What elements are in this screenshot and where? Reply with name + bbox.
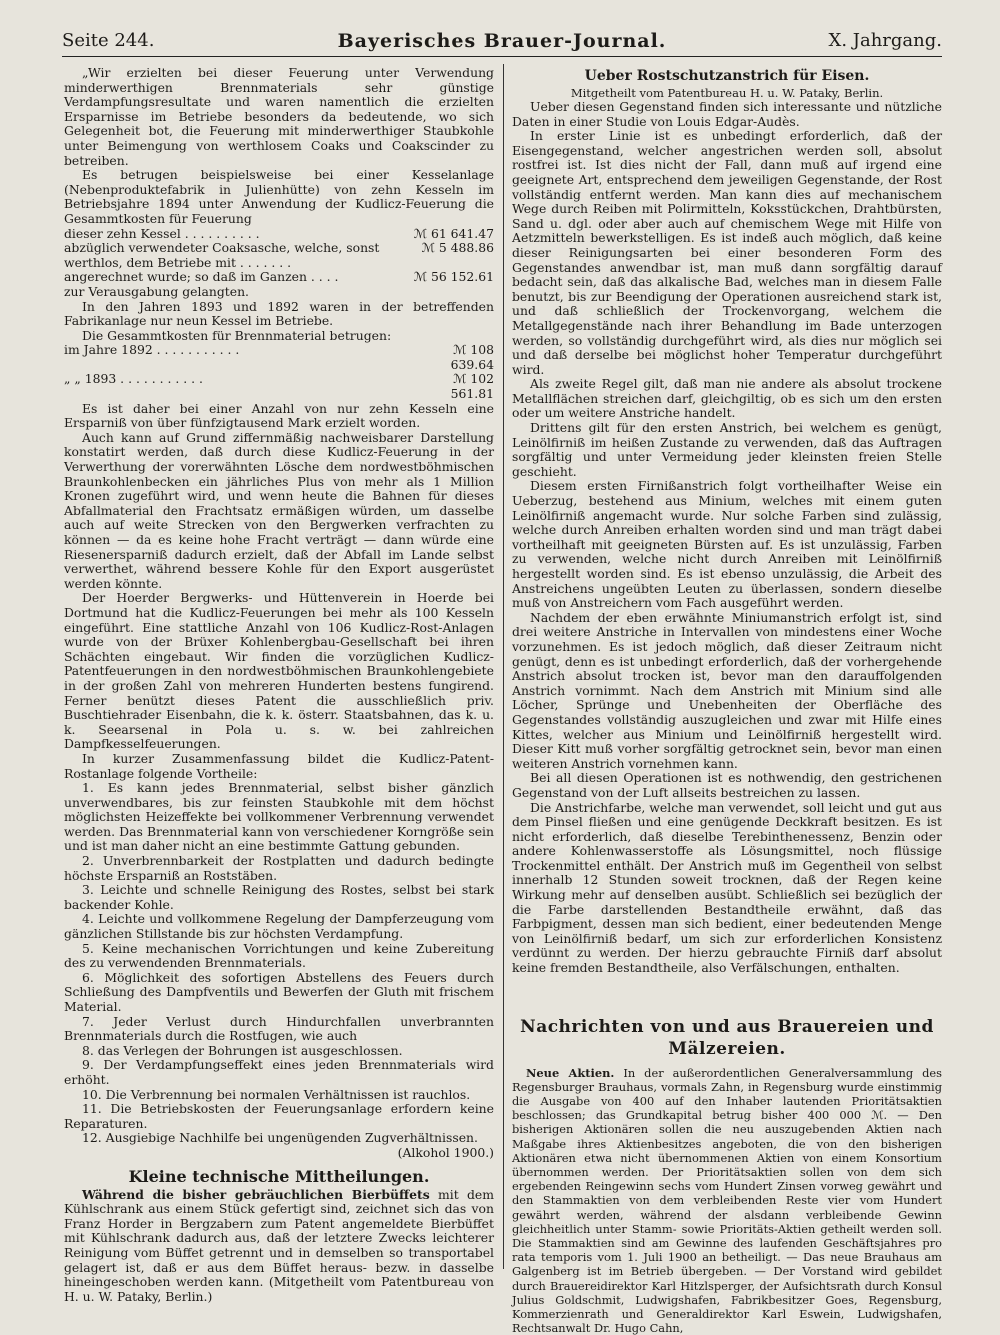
cost-row-value: ℳ 56 152.61: [413, 269, 494, 285]
article-paragraph: Die Anstrichfarbe, welche man verwendet, soll leicht und gut aus dem Pinsel fließen und eine genügende Deckkraft besitzen. Es ist nicht erforderlich, daß dieselbe Terebinthenessenz, Benzin oder andere Kohlenwasserstoffe als Lösungsmittel, noch flüssige Trockenmittel enthält. Der Anstrich muß im Gegentheil von selbst innerhalb 12 Stunden soweit trocknen, daß der Regen keine Wirkung mehr auf denselben ausübt. Schließlich sei bezüglich der die Farbe darstellenden Bestandtheile erwähnt, daß das Farbpigment, dessen man sich bedient, einer bedeutenden Menge von Leinölfirniß bedarf, um sich zur erforderlichen Konsistenz verdünnt zu werden. Der hierzu gebrauchte Firniß darf absolut keine fremden Bestandtheile, also Verfälschungen, enthalten.: [512, 799, 942, 976]
cost-row-label: im Jahre 1892 . . . . . . . . . . .: [64, 342, 240, 358]
article-paragraph: Als zweite Regel gilt, daß man nie andere als absolut trockene Metallflächen streichen darf, gleichgiltig, ob es sich um den ersten oder um weitere Anstriche handelt.: [512, 376, 942, 421]
cost-row: [64, 241, 494, 270]
total-costs-heading: Die Gesammtkosten für Brennmaterial betrugen:: [82, 327, 392, 343]
bierbueffet-text: mit dem Kühlschrank aus einem Stück gefertigt sind, zeichnet sich das von Franz Horder in Bergzabern zum Patent angemeldete Bierbüffet mit Kühlschrank dadurch aus, daß der letztere Zwecks leichterer Reinigung vom Büffet getrennt und in demselben so transportabel gelagert ist, daß er aus dem Büffet heraus- bezw. in dasselbe hineingeschoben werden kann. (Mitgetheilt vom Patentbureau von H. u. W. Pataky, Berlin.): [64, 1186, 494, 1304]
advantage-item: 7. Jeder Verlust durch Hindurchfallen unverbrannten Brennmaterials durch die Rostfugen, wie auch: [64, 1013, 494, 1044]
section-title: Kleine technische Mittheilungen.: [128, 1166, 430, 1186]
news-text: In der außerordentlichen Generalversammlung des Regensburger Brauhaus, vormals Zahn, in Regensburg wurde einstimmig die Ausgabe von 400 auf den Inhaber lautenden Prioritätsaktien beschlossen; das Grundkapital betrug bisher 400 000 ℳ. — Den bisherigen Aktionären sollen die neu auszugebenden Aktien nach Maßgabe ihres Aktienbesitzes angeboten, die von den bisherigen Aktionären etwa nicht übernommenen Aktien von einem Konsortium übernommen werden. Der Prioritätsaktien sollen von dem sich ergebenden Reingewinn sechs vom Hundert Zinsen vorweg gewährt und den Stammaktien von dem verbleibenden Reste vier vom Hundert gewährt werden, während der alsdann verbleibende Gewinn gleichheitlich unter Stamm- sowie Prioritäts-Aktien getheilt werden soll. Die Stammaktien sind am Gewinne des laufenden Geschäftsjahres pro rata temporis vom 1. Juli 1900 an betheiligt. — Das neue Brauhaus am Galgenberg ist im Betrieb übergeben. — Der Vorstand wird gebildet durch Brauereidirektor Karl Hitzlsperger, der Aufsichtsrath durch Konsul Julius Goldschmit, Ludwigshafen, Fabrikbesitzer Goes, Regensburg, Kommerzienrath und Generaldirektor Karl Eswein, Ludwigshafen, Rechtsanwalt Dr. Hugo Cahn,: [512, 1065, 942, 1335]
advantage-item: 3. Leichte und schnelle Reinigung des Rostes, selbst bei stark backender Kohle.: [64, 882, 494, 912]
summary-paragraph: In kurzer Zusammenfassung bildet die Kudlicz-Patent-Rostanlage folgende Vortheile:: [64, 750, 494, 781]
advantage-item: 1. Es kann jedes Brennmaterial, selbst bisher gänzlich unverwendbares, bis zur feinsten Staubkohle mit dem höchst möglichsten Heizeffekte bei vollkommener Verbrennung verwendet werden. Das Brennmaterial kann von verschiedener Korngröße sein und ist man daher nicht an eine bestimmte Gattung gebunden.: [64, 780, 494, 854]
cost-row-value: ℳ 102 561.81: [450, 371, 494, 402]
cost-row-value: ℳ 108 639.64: [450, 342, 494, 372]
page-number: Seite 244.: [62, 30, 155, 51]
advantage-item: 5. Keine mechanischen Vorrichtungen und keine Zubereitung des zu verwendenden Brennmaterials.: [64, 940, 494, 971]
hoerder-paragraph: Der Hoerder Bergwerks- und Hüttenverein in Hoerde bei Dortmund hat die Kudlicz-Feuerungen bei mehr als 100 Kesseln eingeführt. Eine stattliche Anzahl von 106 Kudlicz-Rost-Anlagen wurde von der Brüxer Kohlenbergbau-Gesellschaft bei ihren Schächten eingebaut. Wir finden die vorzüglichen Kudlicz-Patentfeuerungen in den nordwestböhmischen Braunkohlengebiete in der großen Zahl von mehreren Hunderten bestens fungirend. Ferner benützt dieses Patent die ausschließlich priv. Buschtiehrader Eisenbahn, die k. k. österr. Staatsbahnen, das k. u. k. Seearsenal in Pola u. s. w. bei zahlreichen Dampfkesselfeuerungen.: [64, 590, 494, 752]
article-paragraph: Bei all diesen Operationen ist es nothwendig, den gestrichenen Gegenstand von der Luft allseits bestreichen zu lassen.: [512, 770, 942, 800]
article-paragraph: Diesem ersten Firnißanstrich folgt vortheilhafter Weise ein Ueberzug, bestehend aus Minium, welches mit einem guten Leinölfirniß angemacht wurde. Nur solche Farben sind zulässig, welche durch Anreiben erhalten worden sind und man trägt dabei vortheilhaft mit geeigneten Bürsten auf. Es ist unzulässig, Farben zu verwenden, welche nicht durch Anreiben mit Leinölfirniß hergestellt worden sind. Es ist ebenso unzulässig, die Arbeit des Anstreichens ungeübten Leuten zu überlassen, sondern dieselbe muß von Anstreichern vom Fach ausgeführt werden.: [512, 478, 942, 611]
cost-row: [64, 343, 494, 372]
source-citation: (Alkohol 1900.): [397, 1144, 494, 1160]
article-title: Ueber Rostschutzanstrich für Eisen.: [584, 68, 870, 84]
advantage-item: 9. Der Verdampfungseffekt eines jeden Brennmaterials wird erhöht.: [64, 1057, 494, 1087]
news-section-title: Nachrichten von und aus Brauereien und Mälzereien.: [520, 1016, 934, 1059]
cost-row-label: angerechnet wurde; so daß im Ganzen . . . .: [64, 269, 339, 285]
advantage-item: 12. Ausgiebige Nachhilfe bei ungenügenden Zugverhältnissen.: [82, 1130, 478, 1146]
cost-row: [64, 227, 494, 242]
advantage-item: 4. Leichte und vollkommene Regelung der Dampferzeugung vom gänzlichen Stillstande bis zur höchsten Verdampfung.: [64, 911, 494, 942]
cost-row: [64, 372, 494, 401]
cost-row-label: abzüglich verwendeter Coaksasche, welche, sonst werthlos, dem Betriebe mit . . . . . . .: [64, 240, 380, 270]
news-paragraph: [512, 1066, 942, 1335]
article-byline: Mitgetheilt vom Patentbureau H. u. W. Pataky, Berlin.: [570, 86, 884, 100]
volume-label: X. Jahrgang.: [828, 30, 942, 51]
bierbueffet-paragraph: [64, 1188, 494, 1305]
cost-row-label: dieser zehn Kessel . . . . . . . . . .: [64, 225, 260, 241]
cost-tail: zur Verausgabung gelangten.: [64, 283, 249, 299]
left-column: [64, 65, 494, 1304]
article-paragraph: Ueber diesen Gegenstand finden sich interessante und nützliche Daten in einer Studie von Louis Edgar-Audès.: [512, 99, 942, 129]
years-paragraph: In den Jahren 1893 und 1892 waren in der betreffenden Fabrikanlage nur neun Kessel im Betriebe.: [64, 298, 494, 329]
bierbueffet-lead: Während die bisher gebräuchlichen Bierbüffets: [82, 1186, 430, 1202]
konstatirt-paragraph: Auch kann auf Grund ziffernmäßig nachweisbarer Darstellung konstatirt werden, daß durch diese Kudlicz-Feuerung in der Verwerthung der vorerwähnten Lösche dem nordwestböhmischen Braunkohlenbecken ein jährliches Plus von mehr als 1 Million Kronen zugeführt wird, und wenn heute die Bahnen für dieses Abfallmaterial den Frachtsatz ermäßigen würden, um dasselbe auch auf weite Strecken von den Bergwerken verfrachten zu können — da es keine hohe Fracht verträgt — dann würde eine Riesenersparniß dadurch erzielt, daß der Abfall im Lande selbst verwerthet, während bessere Kohle für den Export ausgerüstet werden könnte.: [64, 429, 494, 591]
quote-paragraph: „Wir erzielten bei dieser Feuerung unter Verwendung minderwerthigen Brennmaterials sehr günstige Verdampfungsresultate und waren namentlich die erzielten Ersparnisse im Betriebe besonders da bedeutende, wo sich Gelegenheit bot, die Feuerung mit minderwerthiger Staubkohle unter Beimengung von werthlosem Coaks und Coakscinder zu betreiben.: [64, 65, 494, 168]
right-column: [512, 66, 942, 1335]
journal-title: Bayerisches Brauer-Journal.: [337, 30, 667, 52]
advantage-item: 11. Die Betriebskosten der Feuerungsanlage erfordern keine Reparaturen.: [64, 1101, 494, 1131]
advantage-item: 6. Möglichkeit des sofortigen Abstellens des Feuers durch Schließung des Dampfventils und Bewerfen der Gluth mit frischem Material.: [64, 969, 494, 1014]
article-paragraph: In erster Linie ist es unbedingt erforderlich, daß der Eisengegenstand, welcher angestrichen werden soll, absolut rostfrei ist. Ist dies nicht der Fall, dann muß auf irgend eine geeignete Art, entsprechend dem jeweiligen Gegenstande, der Rost vollständig entfernt werden. Man kann dies auf mechanischem Wege durch Reiben mit Polirmitteln, Koksstückchen, Drahtbürsten, Sand u. dgl. oder aber auch auf chemischem Wege mit Hilfe von Aetzmitteln bewerkstelligen. Es ist indeß auch möglich, daß keine dieser Reinigungsarten bei einer besonderen Form des Gegenstandes anwendbar ist, man muß dann sorgfältig darauf bedacht sein, daß das alkalische Bad, welches man in diesem Falle benutzt, bis zur Beendigung der Operationen ausreichend stark ist, und daß schließlich der Trockenvorgang, welchem die Metallgegenstände nach ihrer Behandlung im Bade unterzogen werden, so vollständig durchgeführt wird, als dies nur möglich sei und daß derselbe bei möglichst hoher Temperatur durchgeführt wird.: [512, 128, 942, 377]
savings-paragraph: Es ist daher bei einer Anzahl von nur zehn Kesseln eine Ersparniß von über fünfzigtausend Mark erzielt worden.: [64, 400, 494, 431]
cost-row: [64, 270, 494, 285]
advantage-item: 8. das Verlegen der Bohrungen ist ausgeschlossen.: [82, 1042, 403, 1058]
cost-row-value: ℳ 61 641.47: [413, 225, 494, 241]
advantage-item: 10. Die Verbrennung bei normalen Verhältnissen ist rauchlos.: [82, 1086, 471, 1102]
cost-row-label: „ „ 1893 . . . . . . . . . . .: [64, 371, 203, 387]
news-lead: Neue Aktien.: [526, 1065, 615, 1080]
advantage-item: 2. Unverbrennbarkeit der Rostplatten und dadurch bedingte höchste Ersparniß an Roststäben.: [64, 853, 494, 883]
column-divider: [503, 64, 504, 1269]
cost-row-value: ℳ 5 488.86: [421, 240, 494, 256]
kessel-paragraph: Es betrugen beispielsweise bei einer Kesselanlage (Nebenproduktefabrik in Julienhütte) von zehn Kesseln im Betriebsjahre 1894 unter Anwendung der Kudlicz-Feuerung die Gesammtkosten für Feuerung: [64, 167, 494, 226]
header-rule: [62, 56, 942, 57]
page-header: [62, 30, 942, 56]
article-paragraph: Drittens gilt für den ersten Anstrich, bei welchem es genügt, Leinölfirniß im heißen Zustande zu verwenden, daß das Auftragen sorgfältig und unter Vermeidung jeder kleinsten freien Stelle geschieht.: [512, 420, 942, 479]
article-paragraph: Nachdem der eben erwähnte Miniumanstrich erfolgt ist, sind drei weitere Anstriche in Intervallen von mindestens einer Woche vorzunehmen. Es ist jedoch möglich, daß dieser Zeitraum nicht genügt, denn es ist unbedingt erforderlich, daß der vorhergehende Anstrich absolut trocken ist, bevor man den darauffolgenden Anstrich vornimmt. Nach dem Anstrich mit Minium sind alle Löcher, Sprünge und Unebenheiten der Oberfläche des Gegenstandes vollständig auszugleichen und zwar mit Hilfe eines Kittes, welcher aus Minium und Leinölfirniß hergestellt wird. Dieser Kitt muß vorher sorgfältig getrocknet sein, bevor man einen weiteren Anstrich vornehmen kann.: [512, 609, 942, 771]
